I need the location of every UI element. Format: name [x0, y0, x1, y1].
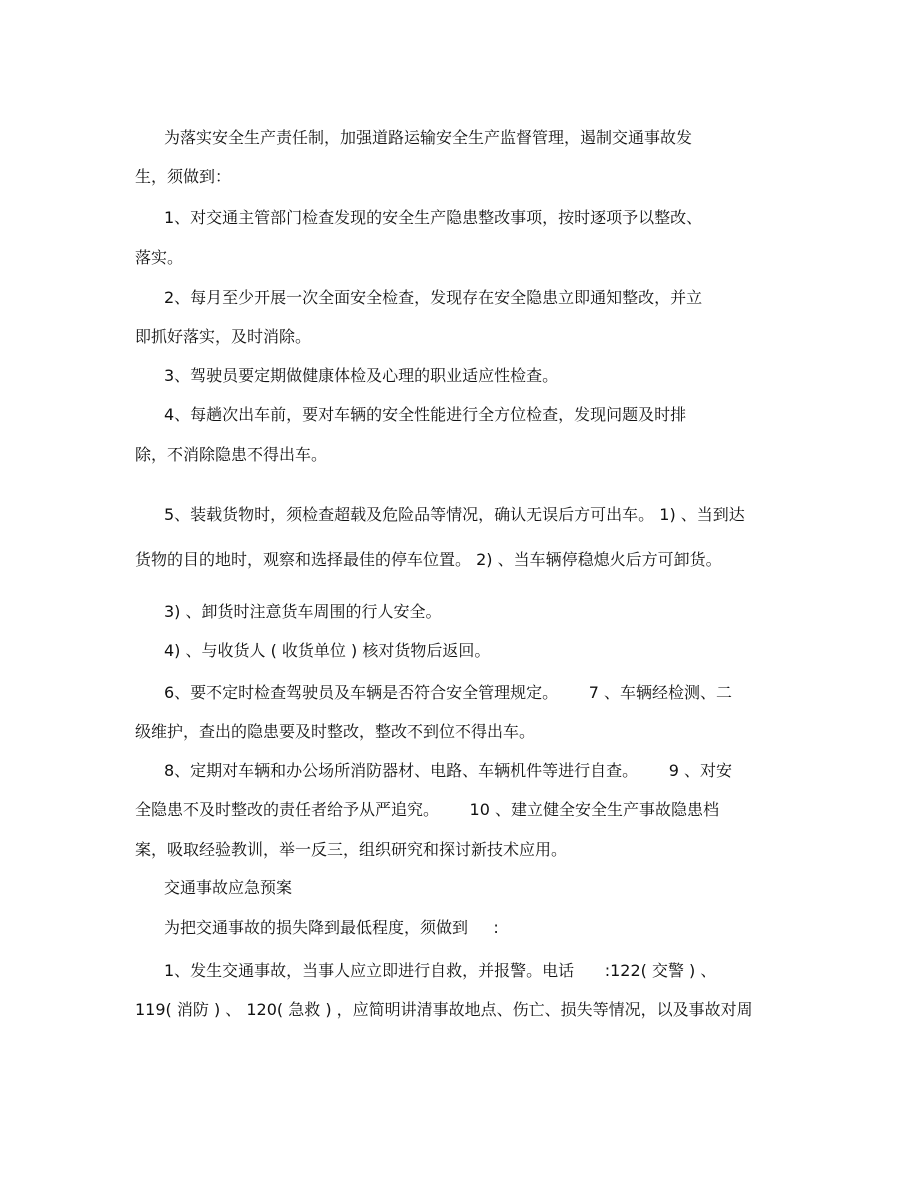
paragraph-line: 3) 、卸货时注意货车周围的行人安全。	[164, 602, 442, 621]
paragraph-line: 全隐患不及时整改的责任者给予从严追究。 10 、建立健全安全生产事故隐患档	[135, 800, 719, 819]
paragraph-line: 级维护，查出的隐患要及时整改，整改不到位不得出车。	[135, 722, 536, 741]
paragraph-line: 8、定期对车辆和办公场所消防器材、电路、车辆机件等进行自查。 9 、对安	[164, 761, 732, 780]
paragraph-line: 1、对交通主管部门检查发现的安全生产隐患整改事项，按时逐项予以整改、	[164, 208, 703, 227]
paragraph-line: 4、每趟次出车前，要对车辆的安全性能进行全方位检查，发现问题及时排	[164, 405, 687, 424]
paragraph-line: 3、驾驶员要定期做健康体检及心理的职业适应性检查。	[164, 366, 559, 385]
paragraph-line: 2、每月至少开展一次全面安全检查，发现存在安全隐患立即通知整改，并立	[164, 288, 703, 307]
paragraph-line: 119( 消防 ) 、 120( 急救 ) ，应简明讲清事故地点、伤亡、损失等情况，以及事故对周	[135, 1000, 753, 1019]
paragraph-line: 6、要不定时检查驾驶员及车辆是否符合安全管理规定。 7 、车辆经检测、二	[164, 683, 732, 702]
section-heading: 交通事故应急预案	[164, 878, 293, 897]
paragraph-line: 即抓好落实，及时消除。	[135, 327, 312, 346]
paragraph-line: 4) 、与收货人 ( 收货单位 ) 核对货物后返回。	[164, 641, 491, 660]
paragraph-line: 生，须做到：	[135, 167, 232, 186]
paragraph-line: 为落实安全生产责任制，加强道路运输安全生产监督管理，遏制交通事故发	[164, 128, 693, 147]
paragraph-line: 5、装载货物时，须检查超载及危险品等情况，确认无误后方可出车。 1) 、当到达	[164, 505, 745, 524]
paragraph-line: 货物的目的地时，观察和选择最佳的停车位置。 2) 、当车辆停稳熄火后方可卸货。	[135, 550, 722, 569]
paragraph-line: 为把交通事故的损失降到最低程度，须做到 :	[164, 918, 499, 937]
paragraph-line: 落实。	[135, 248, 184, 267]
paragraph-line: 除，不消除隐患不得出车。	[135, 445, 328, 464]
paragraph-line: 1、发生交通事故，当事人应立即进行自救，并报警。电话 :122( 交警 ) 、	[164, 961, 717, 980]
paragraph-line: 案，吸取经验教训，举一反三，组织研究和探讨新技术应用。	[135, 840, 568, 859]
